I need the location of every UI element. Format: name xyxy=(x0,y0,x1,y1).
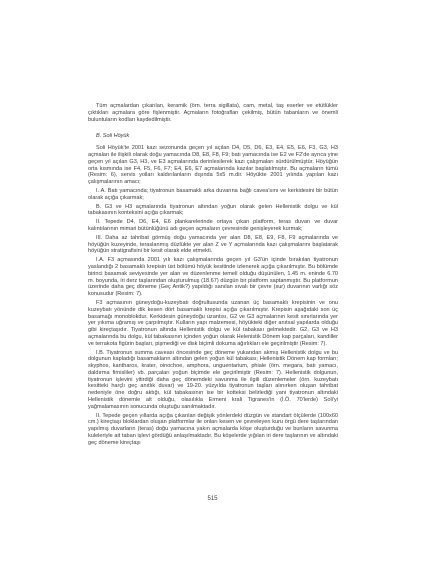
body-text xyxy=(88,103,338,449)
intro-paragraph: Tüm açmalardan çıkarılan, keramik (örn. terra sigillata), cam, metal, taş eserler ve etütlükler çıktıkları açmalara göre fişlenmiştir. Açmaların fotoğrafları çekilmiş, bütün tabanların ve önemli buluntuların kodları kaydedilmiştir. xyxy=(88,103,338,123)
paragraph-3: B. G3 ve H3 açmalarında tiyatronun altından yoğun olarak gelen Hellenistik dolgu ve kül tabakasının konteksini açığa çıkarmak; xyxy=(88,203,338,217)
paragraph-6: I.A. F3 açmasında 2001 yılı kazı çalışmalarında geçen yıl G3'ün içinde bırakılan tiyatronun yaslandığı 2 basamaklı krepisin üst bölümü höyük kesitinde izlenerek açığa çıkarılmıştır. Bu bölümde birinci basamak seviyesinde yer alan ve düzenlenme temeli olduğu düşünülen, 1.45 m. eninde 6.70 m. boyunda, iri derz taşlarından oluşturulmuş (18.67) düzgün bir platform saptanmıştır. Bu platformun üzerinde daha geç döneme (Geç Antik?) yapıldığı sanılan sıvalı bir çevre (sur) duvarının varlığı söz konusudur (Resim: 7). xyxy=(88,257,338,298)
page-number: 515 xyxy=(207,496,218,502)
paragraph-1: Soli Höyük'te 2001 kazı sezonunda geçen yıl açılan D4, D5, D6, E3, E4, E5, E6, F3, G3, H3 açmaları ile ilişkili olarak doğu yamacında D8, E8, F8, F9; batı yamacında ise E2 ve F2'de ayrıca yine geçen yıl açılan G3, H3, ve E3 açmalarında derinlesilerek kazı çalışmaları sürdürülmüştür. Höyüğün orta kısmında ise F4, F5, F6, F7; E4, E6, E7 açmalarında kazılar başlatılmıştır. Bu açmaların tümü (Resim: 6), servis yolları kaldırılanların dışında 5x5 m.dir. Höyükte 2001 yılında yapılan kazı çalışmalarının amacı; xyxy=(88,145,338,186)
paragraph-7: F3 açmasının güneydoğu-kuzeybatı doğrultusunda uzanan üç basamaklı krepisinin ve onu kuzeybatı yönünde dik kesen dört basamaklı krepisi açığa çıkarılmıştır. Krepisin aşağıdaki son üç basamağı monoblokdur. Kerkidesin güneydoğu uzantısı, G2 ve G3 açmalarının kesit sınırlarında yer yer yıkıma uğramış ve çarpılmıştır. Kulların yapı malzemesi, höyükteki diğer anıtsal yapılarda olduğu gibi kireçtaşıdır. Tiyatronun altında Hellenistik dolgu ve kül tabakası gelmektedir. G2, G3 ve H3 açmalarında bu dolgu, kül tabakasının içinden yoğun olarak Helenistik Dönem kap parçaları, kandiller ve terrakota figürin başları, pişmediği ve disk biçimli dokuma ağırlıkları ele geçirilmiştir (Resim: 7). xyxy=(88,299,338,347)
paragraph-5: III. Daha az tahribat görmüş doğu yamacında yer alan D8, E8, E9, F8, F9 açmalarında ve höyüğün kuzeyinde, teraslanmış düzlükte yer alan Z ve Y açmalarında kazı çalışmalarını başlatarak höyüğün stratigrafisini bir kesit olarak elde etmekti. xyxy=(88,234,338,255)
section-heading: B. Soli Höyük xyxy=(96,133,130,140)
paragraph-9: II. Tepede geçen yıllarda açığa çıkarılan değişik yönlerdeki düzgün ve standart ölçülerde (100x60 cm.) kireçtaşı bloklardan oluşan platformlar ile onları kesen ve çevreleyen kuru örgü dere taşlarından yapılmış duvarların (teras) doğu yamacına yakın açmalarda köşe oluşturduğu ve bunların savunma kuleleriyle ait taban işlevi gördüğü anlaşılmaktadır. Bu köşelerde yığılan iri dere taşlarının ve altındaki geç döneme kireçtaşı xyxy=(88,412,338,446)
paragraph-2: I. A. Batı yamacında; tiyatronun basamaklı arka duvarına bağlı cavea'sını ve kerkidesini bir bütün olarak açığa çıkarmak; xyxy=(88,187,338,201)
paragraph-8: I.B. Tiyatronun summa caveası öncesinde geç döneme yukarıdan akmış Hellenistik dolgu ve bu dolgunun kapladığı basamakların altından gelen yoğun kül tabakası; Hellenistik Dönem kap formları; skyphos, kantharos, krater, oinochoe, amphora, unguentarium, phiale (örn. megara, batı yamacı, daldırma firnisliler) vb. parçaları yoğun biçimde ele geçirilmiştir (Resim: 7). Hellenistik dolgunun, tiyatronun işlevini yitirdiği daha geç dönemdeki savunma ile ilgili düzenlemeler (örn. kuzeybatı kesitteki harçlı geç anıtlık duvar) ve 19-20. yüzyılda tiyatronun taşları alınırken oluşan tahribat nedeniyle öne doğru aktığı, kül tabakasının ise bir kotteksi belirlediği yani tiyatronun altındaki Hellenistik dönemle alt olduğu, olasılıkla Ermeni krali Tigranes'in (İ.Ö. 70'lerde) Soli'yi yağmalamasının sonucunda oluştuğu sanılmaktadır. xyxy=(88,349,338,410)
paragraph-4: II. Tepede D4, D6, E4, E6 plankarelerinde ortaya çıkan platform, teras duvarı ve duvar kalıntılarının mimari bütünlüğünü adı geçen açmaların çevresinde genişleyerek kurmak; xyxy=(88,219,338,232)
